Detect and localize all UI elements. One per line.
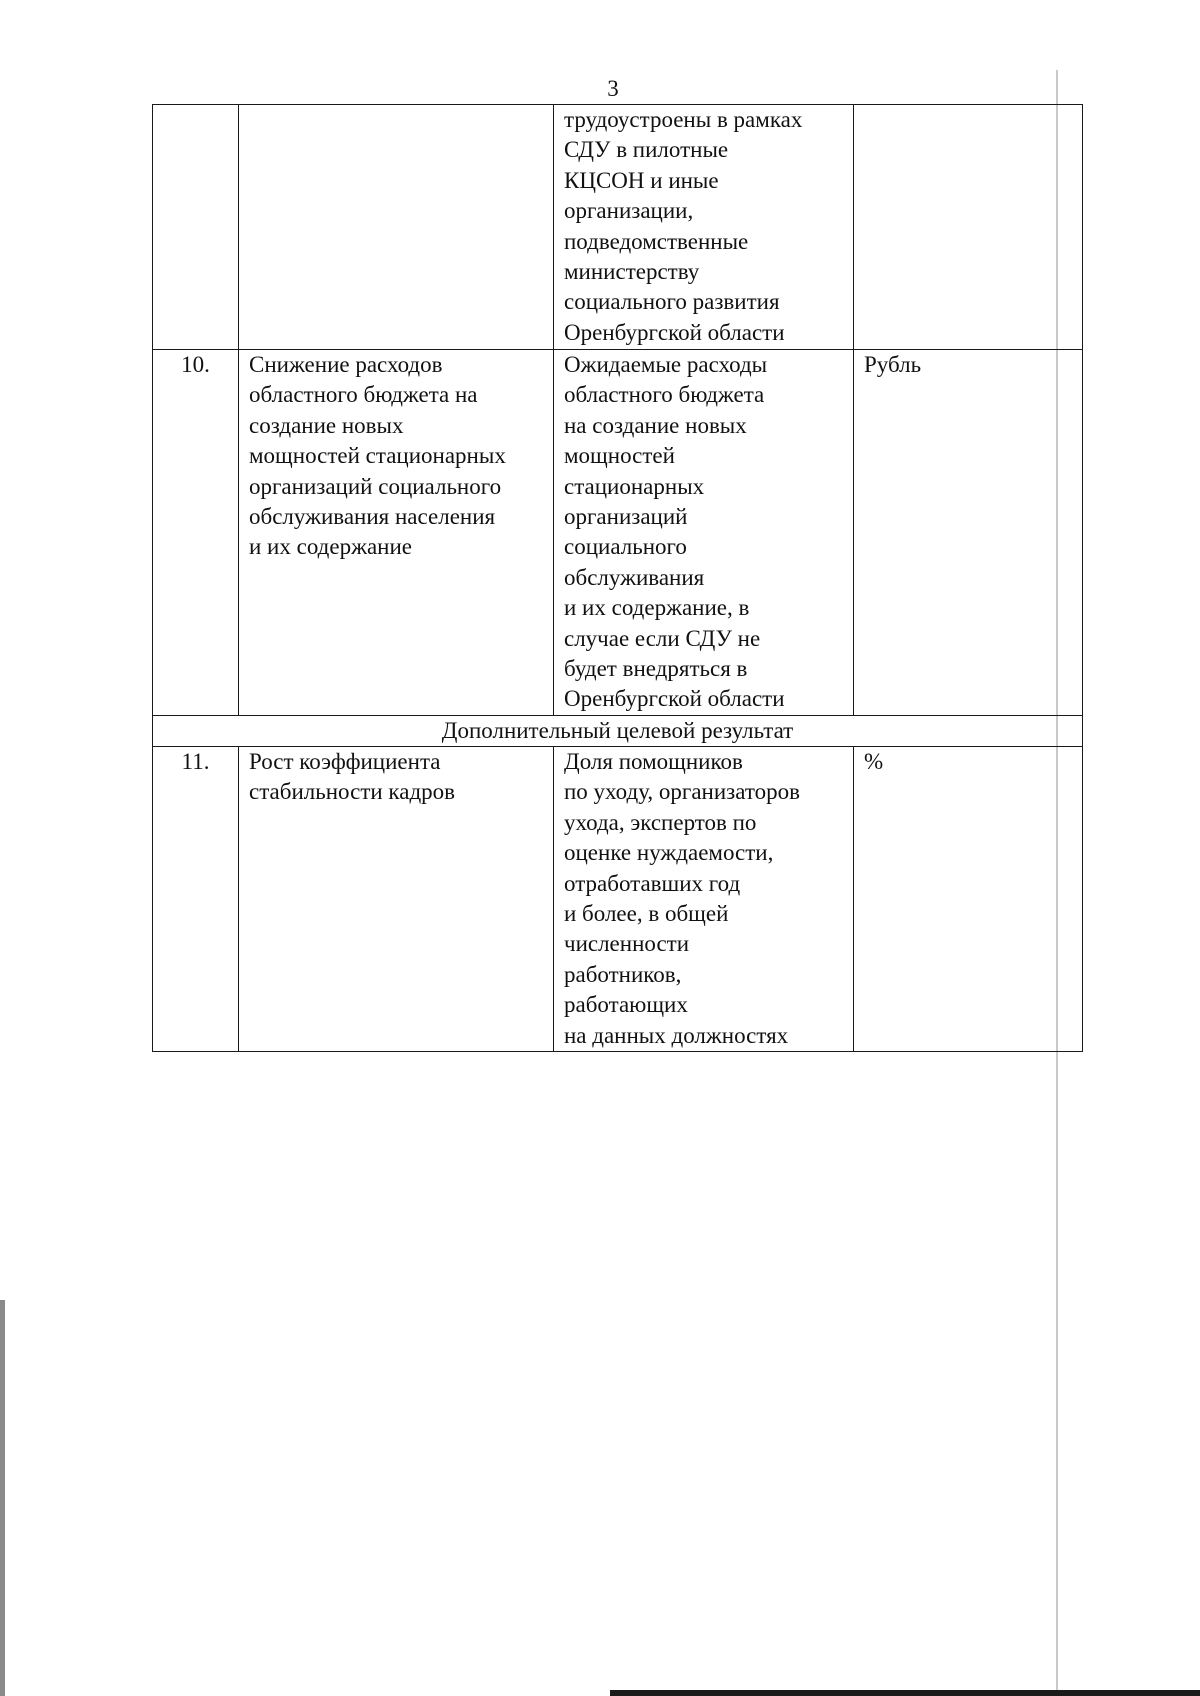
text-line: отработавших год xyxy=(564,870,741,896)
unit-text: % xyxy=(864,748,884,774)
text-line: обслуживания населения xyxy=(249,504,496,530)
text-line: трудоустроены в рамках xyxy=(564,107,803,132)
text-line: работающих xyxy=(564,992,688,1018)
unit-text: Рубль xyxy=(864,352,922,377)
table-row xyxy=(153,746,1083,1051)
scan-edge-line-bottom xyxy=(610,1690,1200,1696)
definition-cell xyxy=(554,105,854,350)
definition-text xyxy=(564,747,843,1051)
text-line: Оренбургской области xyxy=(564,319,785,345)
text-line: КЦСОН и иные xyxy=(564,167,719,193)
text-line: на данных должностях xyxy=(564,1022,789,1048)
name-cell xyxy=(239,746,554,1051)
text-line: обслуживания xyxy=(564,564,705,590)
number-cell xyxy=(153,746,239,1051)
text-line: и более, в общей xyxy=(564,900,729,926)
text-line: оценке нуждаемости, xyxy=(564,840,774,866)
text-line: социального xyxy=(564,534,687,560)
text-line: организаций социального xyxy=(249,473,502,499)
text-line: организации, xyxy=(564,198,694,224)
table-row xyxy=(153,105,1083,350)
row-number: 10. xyxy=(181,352,210,377)
definition-text xyxy=(564,350,843,715)
text-line: Оренбургской области xyxy=(564,686,785,712)
name-cell xyxy=(239,350,554,716)
text-line: создание новых xyxy=(249,412,404,438)
name-cell xyxy=(239,105,554,350)
text-line: Ожидаемые расходы xyxy=(564,352,768,377)
section-header: Дополнительный целевой результат xyxy=(153,715,1083,746)
text-line: СДУ в пилотные xyxy=(564,137,729,163)
text-line: Рост коэффициента xyxy=(249,748,441,774)
text-line: и их содержание xyxy=(249,534,412,560)
text-line: по уходу, организаторов xyxy=(564,779,800,805)
text-line: стационарных xyxy=(564,473,705,499)
definition-cell xyxy=(554,350,854,716)
scan-edge-line-left xyxy=(0,1300,5,1696)
definition-text xyxy=(564,105,843,348)
text-line: Доля помощников xyxy=(564,748,743,774)
text-line: социального развития xyxy=(564,289,780,315)
text-line: будет внедряться в xyxy=(564,656,748,682)
text-line: подведомственные xyxy=(564,228,749,254)
text-line: и их содержание, в xyxy=(564,595,750,621)
text-line: работников, xyxy=(564,961,682,987)
unit-cell xyxy=(854,350,1083,716)
text-line: министерству xyxy=(564,259,700,285)
definition-cell xyxy=(554,746,854,1051)
row-number: 11. xyxy=(181,748,210,774)
text-line: областного бюджета xyxy=(564,382,765,408)
number-cell xyxy=(153,105,239,350)
table-row xyxy=(153,350,1083,716)
text-line: стабильности кадров xyxy=(249,779,456,805)
name-text xyxy=(249,350,543,563)
text-line: численности xyxy=(564,931,690,957)
text-line: Снижение расходов xyxy=(249,352,443,377)
indicators-table xyxy=(152,104,1083,1052)
text-line: мощностей стационарных xyxy=(249,443,506,469)
text-line: случае если СДУ не xyxy=(564,625,761,651)
unit-cell xyxy=(854,746,1083,1051)
number-cell xyxy=(153,350,239,716)
text-line: на создание новых xyxy=(564,412,747,438)
unit-cell xyxy=(854,105,1083,350)
page-number: 3 xyxy=(607,76,619,101)
text-line: ухода, экспертов по xyxy=(564,809,757,835)
name-text xyxy=(249,747,543,808)
text-line: организаций xyxy=(564,504,688,530)
section-header-row xyxy=(153,715,1083,746)
text-line: областного бюджета на xyxy=(249,382,478,408)
text-line: мощностей xyxy=(564,443,675,469)
